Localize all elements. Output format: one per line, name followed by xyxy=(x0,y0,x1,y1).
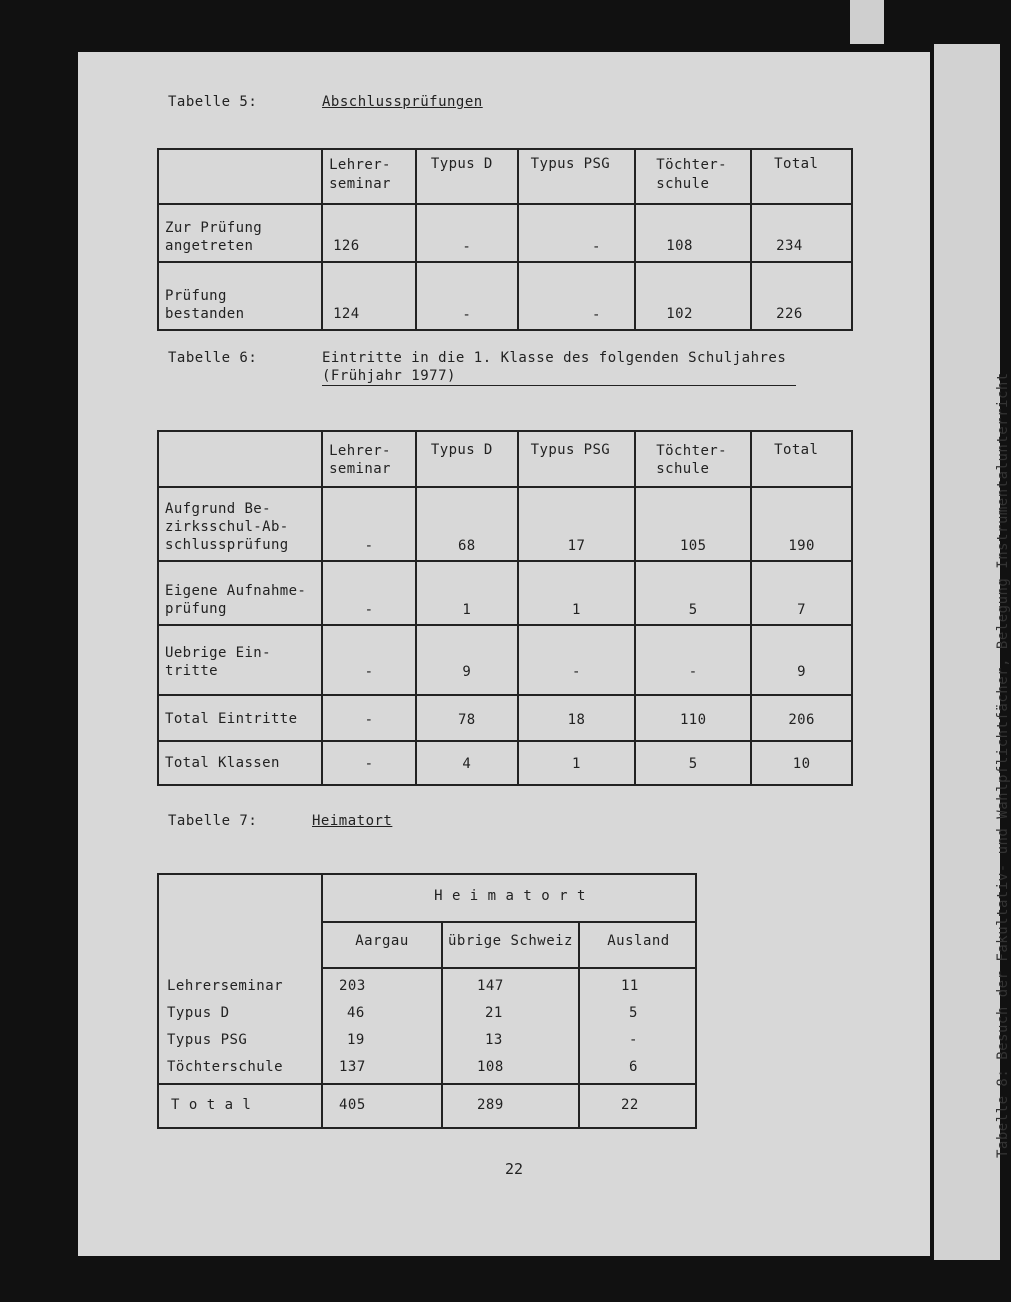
table6-cell: 105 xyxy=(679,538,707,554)
table5-header: Total xyxy=(751,149,852,204)
table7-total-cell: 289 xyxy=(477,1097,504,1113)
table7-cell: 5 xyxy=(629,1005,638,1021)
table5-cell: 234 xyxy=(776,238,803,254)
table5-cell: 226 xyxy=(776,306,803,322)
table7-cell: 13 xyxy=(485,1032,503,1048)
table7-total-cell: 22 xyxy=(621,1097,639,1113)
table6-corner xyxy=(158,431,322,487)
table6-header: Lehrer- seminar xyxy=(322,431,416,487)
table7-caption: Tabelle 7: xyxy=(168,813,258,829)
table7-header: Aargau xyxy=(355,933,409,949)
table6-cell: 7 xyxy=(797,602,806,618)
rotated-table8-caption: Tabelle 8: Besuch der Fakultativ- und Wahlpflichtfächer, Belegung Instrumentalunterricht xyxy=(995,372,1011,1158)
table6-cell: 9 xyxy=(462,664,472,680)
table6-header: Typus PSG xyxy=(518,431,636,487)
table7-row-label: Töchterschule xyxy=(167,1059,284,1075)
table7-cell: 11 xyxy=(621,978,639,994)
table5-corner xyxy=(158,149,322,204)
table6-cell: 68 xyxy=(457,538,476,554)
adjacent-page-edge xyxy=(850,0,884,44)
table5-header: Typus D xyxy=(416,149,518,204)
adjacent-page xyxy=(934,44,1000,1260)
table6-cell: - xyxy=(364,664,374,680)
table7-total-label: T o t a l xyxy=(171,1097,252,1113)
table6-cell: 110 xyxy=(679,712,707,728)
table6-caption: Tabelle 6: xyxy=(168,350,258,366)
table5-cell: 124 xyxy=(333,306,360,322)
table5-cell: - xyxy=(462,307,472,323)
table7-cell: - xyxy=(629,1032,638,1048)
table6-row-label: Uebrige Ein- tritte xyxy=(165,645,271,679)
table5-cell: 102 xyxy=(666,306,693,322)
table5-row-label xyxy=(158,204,322,262)
table6-title-line2: (Frühjahr 1977) xyxy=(322,368,796,386)
table5-caption: Tabelle 5: xyxy=(168,94,258,110)
table5-header: Lehrer- seminar xyxy=(322,149,416,204)
table5-row-label-text: Zur Prüfung angetreten xyxy=(165,220,263,254)
table7-cell: 108 xyxy=(477,1059,504,1075)
table6-cell: 17 xyxy=(567,538,586,554)
table6-cell: 18 xyxy=(567,712,586,728)
table6-cell: 10 xyxy=(792,756,811,772)
table6-cell: - xyxy=(364,756,374,772)
table6-cell: 4 xyxy=(462,756,472,772)
table5-row-label-text: Prüfung bestanden xyxy=(165,288,245,322)
table5-header: Töchter- schule xyxy=(635,149,751,204)
table7-row-label: Typus PSG xyxy=(167,1032,248,1048)
table6-title-line1: Eintritte in die 1. Klasse des folgenden Schuljahres xyxy=(322,350,787,366)
table7-title: Heimatort xyxy=(312,813,393,829)
page-number: 22 xyxy=(505,1160,524,1178)
table6-header: Töchter- schule xyxy=(635,431,751,487)
table5-cell: - xyxy=(592,307,601,323)
table6-cell: - xyxy=(364,602,374,618)
table6-cell: - xyxy=(688,664,698,680)
table7-cell: 147 xyxy=(477,978,504,994)
table6-cell: 5 xyxy=(688,756,698,772)
table6-row-label: Eigene Aufnahme- prüfung xyxy=(165,583,307,617)
table6-cell: 1 xyxy=(572,602,581,618)
table7-header: übrige Schweiz xyxy=(447,933,573,949)
table6-row-label: Total Klassen xyxy=(165,755,280,771)
table7-total-cell: 405 xyxy=(339,1097,366,1113)
table6-cell: - xyxy=(364,712,374,728)
table7-row-label: Typus D xyxy=(167,1005,230,1021)
table7-cell: 203 xyxy=(339,978,366,994)
table6-cell: 1 xyxy=(572,756,581,772)
table6-header: Typus D xyxy=(416,431,518,487)
table7-cell: 46 xyxy=(347,1005,365,1021)
table6-cell: - xyxy=(364,538,374,554)
table5-row-label xyxy=(158,262,322,330)
table6-cell: 5 xyxy=(688,602,698,618)
table7-group-header: H e i m a t o r t xyxy=(434,888,586,904)
table6-cell: 206 xyxy=(788,712,815,728)
table7 xyxy=(157,873,697,1129)
table7-cell: 6 xyxy=(629,1059,638,1075)
table5-cell: 126 xyxy=(333,238,360,254)
table7-cell: 137 xyxy=(339,1059,366,1075)
table5 xyxy=(157,148,853,331)
table6-row-label: Total Eintritte xyxy=(165,711,298,727)
table6-row-label: Aufgrund Be- zirksschul-Ab- schlussprüfung xyxy=(165,501,289,553)
table6-cell: 9 xyxy=(797,664,806,680)
table5-header: Typus PSG xyxy=(518,149,636,204)
table6 xyxy=(157,430,853,786)
table7-cell: 19 xyxy=(347,1032,365,1048)
table6-cell: - xyxy=(572,664,581,680)
table5-cell: - xyxy=(462,239,472,255)
table7-header: Ausland xyxy=(607,933,670,949)
table6-cell: 190 xyxy=(788,538,815,554)
table6-header: Total xyxy=(751,431,852,487)
table5-cell: 108 xyxy=(666,238,693,254)
table7-row-label: Lehrerseminar xyxy=(167,978,284,994)
table6-cell: 1 xyxy=(462,602,472,618)
table5-title: Abschlussprüfungen xyxy=(322,94,483,110)
table6-cell: 78 xyxy=(457,712,476,728)
table7-cell: 21 xyxy=(485,1005,503,1021)
table5-cell: - xyxy=(592,239,601,255)
